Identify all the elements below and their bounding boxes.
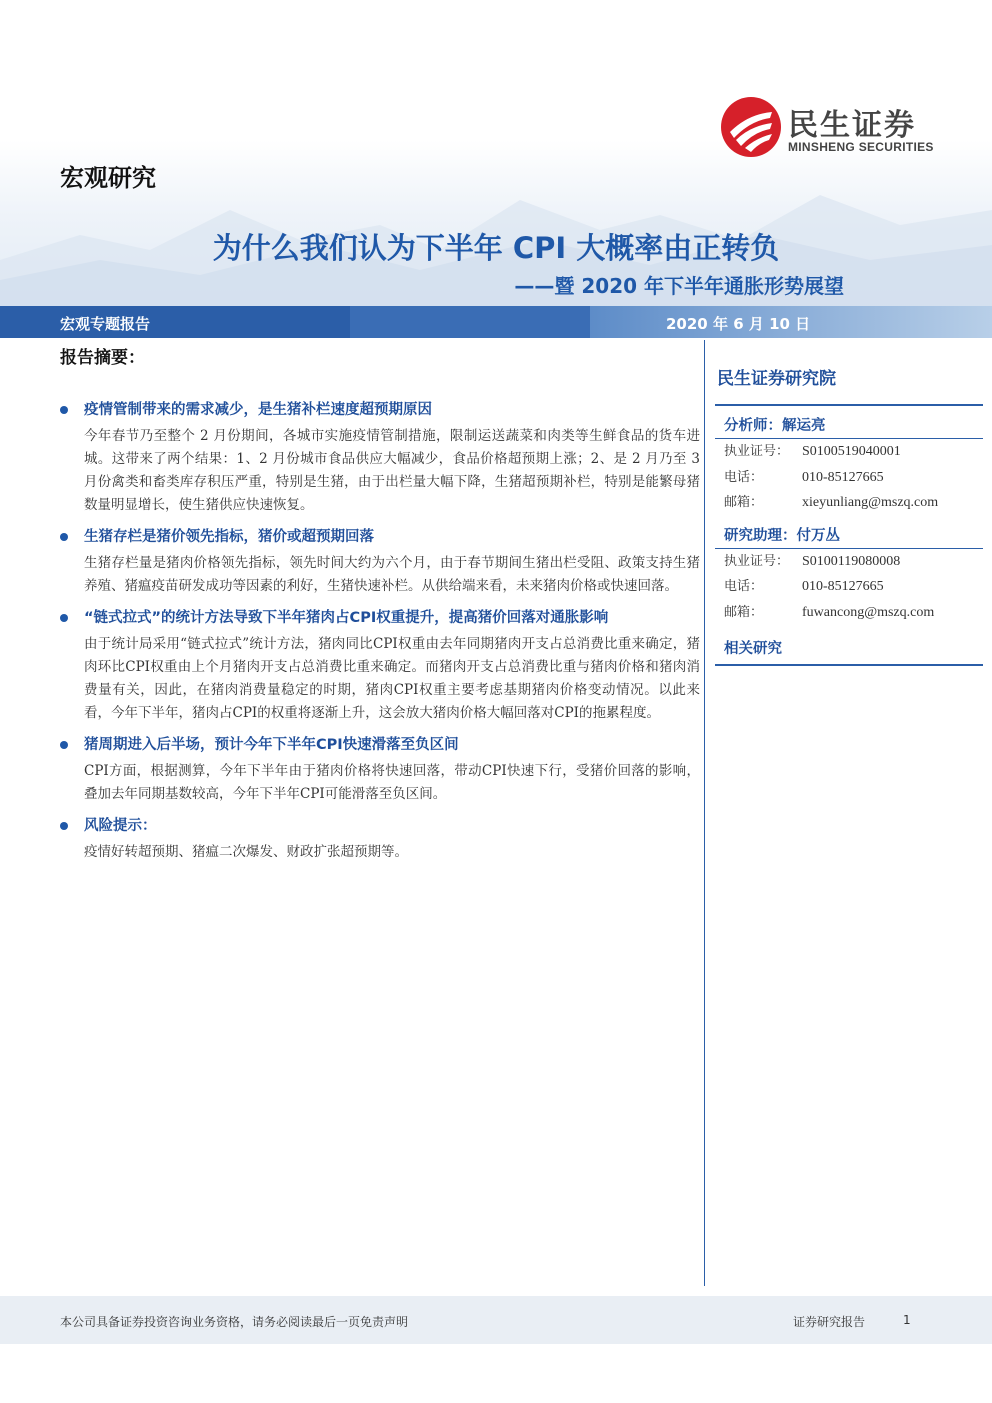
sidebar <box>715 340 983 666</box>
page-footer <box>0 1296 992 1344</box>
brand-name-en: MINSHENG SECURITIES <box>788 140 934 154</box>
bullet-icon <box>60 533 68 541</box>
info-label: 邮箱： <box>724 495 764 510</box>
section-title: 风险提示： <box>84 818 157 834</box>
section-title: 生猪存栏是猪价领先指标，猪价或超预期回落 <box>84 529 374 545</box>
band-segment <box>350 306 590 338</box>
minsheng-logo-icon <box>720 96 782 158</box>
phone-number: 010-85127665 <box>802 579 884 594</box>
report-title: 为什么我们认为下半年 CPI 大概率由正转负 <box>212 231 780 265</box>
footer-disclaimer: 本公司具备证券投资咨询业务资格，请务必阅读最后一页免责声明 <box>60 1315 409 1329</box>
license-number: S0100519040001 <box>802 444 901 459</box>
section-paragraph: 由于统计局采用“链式拉式”统计方法，猪肉同比CPI权重由去年同期猪肉开支占总消费比重来确定，猪肉环比CPI权重由上个月猪肉开支占总消费比重来确定。而猪肉开支占总消费比重与猪肉价格和猪肉消费量有关，因此，在猪肉消费量稳定的时期，猪肉CPI权重主要考虑基期猪肉价格变动情况。以此来看，今年下半年，猪肉占CPI的权重将逐渐上升，这会放大猪肉价格大幅回落对CPI的拖累程度。 <box>84 636 700 721</box>
report-category: 宏观研究 <box>60 164 156 192</box>
section-title: 疫情管制带来的需求减少，是生猪补栏速度超预期原因 <box>84 402 432 418</box>
info-label: 执业证号： <box>724 444 790 459</box>
report-info-band <box>0 306 992 338</box>
bullet-icon <box>60 614 68 622</box>
info-label: 邮箱： <box>724 604 764 620</box>
related-research-heading: 相关研究 <box>724 641 782 657</box>
info-row <box>715 600 983 626</box>
section-heading <box>60 606 700 630</box>
abstract-heading: 报告摘要： <box>60 348 145 368</box>
info-row <box>715 439 983 465</box>
brand-logo <box>720 96 960 160</box>
sidebar-rule <box>715 664 983 666</box>
risk-heading <box>60 814 700 838</box>
section-heading <box>60 733 700 757</box>
bullet-icon <box>60 741 68 749</box>
info-label: 执业证号： <box>724 553 790 569</box>
section-paragraph: 今年春节乃至整个 2 月份期间，各城市实施疫情管制措施，限制运送蔬菜和肉类等生鲜食品的货车进城。这带来了两个结果：1、2 月份城市食品供应大幅减少，食品价格超预期上涨；2、是 2 月乃至 3 月份禽类和畜类库存积压严重，特别是生猪，由于出栏量大幅下降，生猪超预期补栏，特别是能繁母猪数量明显增长，使生猪供应快速恢复。 <box>84 428 700 513</box>
section-title: 猪周期进入后半场，预计今年下半年CPI快速滑落至负区间 <box>84 737 459 753</box>
section-paragraph: 生猪存栏量是猪肉价格领先指标，领先时间大约为六个月，由于春节期间生猪出栏受阻、政策支持生猪养殖、猪瘟疫苗研发成功等因素的利好，生猪快速补栏。从供给端来看，未来猪肉价格或快速回落。 <box>84 555 700 594</box>
footer-doc-type: 证券研究报告 <box>793 1315 866 1329</box>
email-address: xieyunliang@mszq.com <box>802 495 939 510</box>
section-paragraph: CPI方面，根据测算，今年下半年由于猪肉价格将快速回落，带动CPI快速下行，受猪价回落的影响，叠加去年同期基数较高，今年下半年CPI可能滑落至负区间。 <box>84 763 700 802</box>
section-title: “链式拉式”的统计方法导致下半年猪肉占CPI权重提升，提高猪价回落对通胀影响 <box>84 610 609 626</box>
section-heading <box>60 398 700 422</box>
abstract-column <box>60 346 700 864</box>
bullet-icon <box>60 406 68 414</box>
info-row <box>715 490 983 516</box>
info-label: 电话： <box>724 469 764 485</box>
assistant-name: 研究助理：付万丛 <box>724 527 840 544</box>
info-row <box>715 465 983 491</box>
license-number: S0100119080008 <box>802 553 901 569</box>
info-row <box>715 574 983 600</box>
info-label: 电话： <box>724 579 764 594</box>
page-number: 1 <box>903 1313 911 1327</box>
report-date: 2020 年 6 月 10 日 <box>666 315 811 333</box>
institute-name: 民生证券研究院 <box>717 369 836 389</box>
email-address: fuwancong@mszq.com <box>802 604 935 620</box>
phone-number: 010-85127665 <box>802 469 884 485</box>
brand-name-cn: 民生证券 <box>788 108 916 143</box>
info-row <box>715 549 983 575</box>
column-divider <box>704 340 705 1286</box>
bullet-icon <box>60 822 68 830</box>
risk-paragraph: 疫情好转超预期、猪瘟二次爆发、财政扩张超预期等。 <box>84 844 408 860</box>
analyst-name: 分析师：解运亮 <box>724 418 826 434</box>
section-heading <box>60 525 700 549</box>
report-type: 宏观专题报告 <box>60 315 151 333</box>
report-subtitle: ——暨 2020 年下半年通胀形势展望 <box>514 274 844 298</box>
